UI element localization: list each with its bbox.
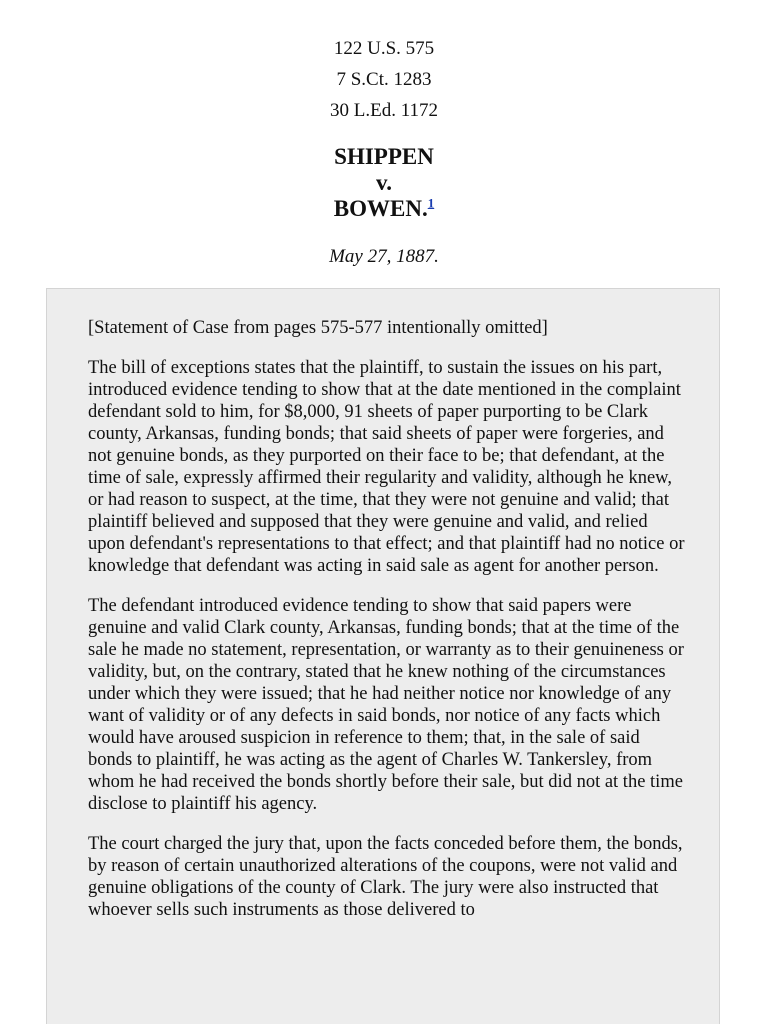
opinion-paragraph: The bill of exceptions states that the plaintiff, to sustain the issues on his part, introduced evidence tending to show that at the date mentioned in the complaint defendant sold to him, for $8,000, 91 sheets of paper purporting to be Clark county, Arkansas, funding bonds; that said sheets of paper were forgeries, and not genuine bonds, as they purported on their face to be; that defendant, at the time of sale, expressly affirmed their regularity and validity, although he knew, or had reason to suspect, at the time, that they were not genuine and valid; that plaintiff believed and supposed that they were genuine and valid, and relied upon defendant's representations to that effect; and that plaintiff had no notice or knowledge that defendant was acting in said sale as agent for another person. [88,358,685,576]
citation-lawyers-edition: 30 L.Ed. 1172 [329,100,438,121]
case-citations [0,33,768,126]
opinion-paragraph: The court charged the jury that, upon the facts conceded before them, the bonds, by reason of certain unauthorized alterations of the coupons, were not valid and genuine obligations of the county of Clark. The jury were also instructed that whoever sells such instruments as those delivered to [88,834,683,920]
versus-label: v. [376,170,392,195]
opinion-body [88,317,686,939]
opinion-paragraph: The defendant introduced evidence tending to show that said papers were genuine and valid Clark county, Arkansas, funding bonds; that at the time of the sale he made no statement, representation, or warranty as to their genuineness or validity, but, on the contrary, stated that he knew nothing of the circumstances under which they were issued; that he had neither notice nor knowledge of any want of validity or of any defects in said bonds, nor notice of any facts which would have aroused suspicion in reference to them; that, in the sale of said bonds to plaintiff, he was acting as the agent of Charles W. Tankersley, from whom he had received the bonds shortly before their sale, but did not at the time disclose to plaintiff his agency. [88,596,684,814]
opinion-text-box [46,288,720,1024]
defendant-name: BOWEN. [333,196,428,221]
footnote-link[interactable]: 1 [427,195,435,211]
omitted-statement-note: [Statement of Case from pages 575-577 intentionally omitted] [88,318,548,338]
plaintiff-name: SHIPPEN [334,144,434,169]
case-caption [0,144,768,222]
citation-us-reports: 122 U.S. 575 [333,38,435,59]
citation-supreme-court-reporter: 7 S.Ct. 1283 [336,69,432,90]
decision-date: May 27, 1887. [329,246,439,267]
defendant-line [0,196,768,222]
